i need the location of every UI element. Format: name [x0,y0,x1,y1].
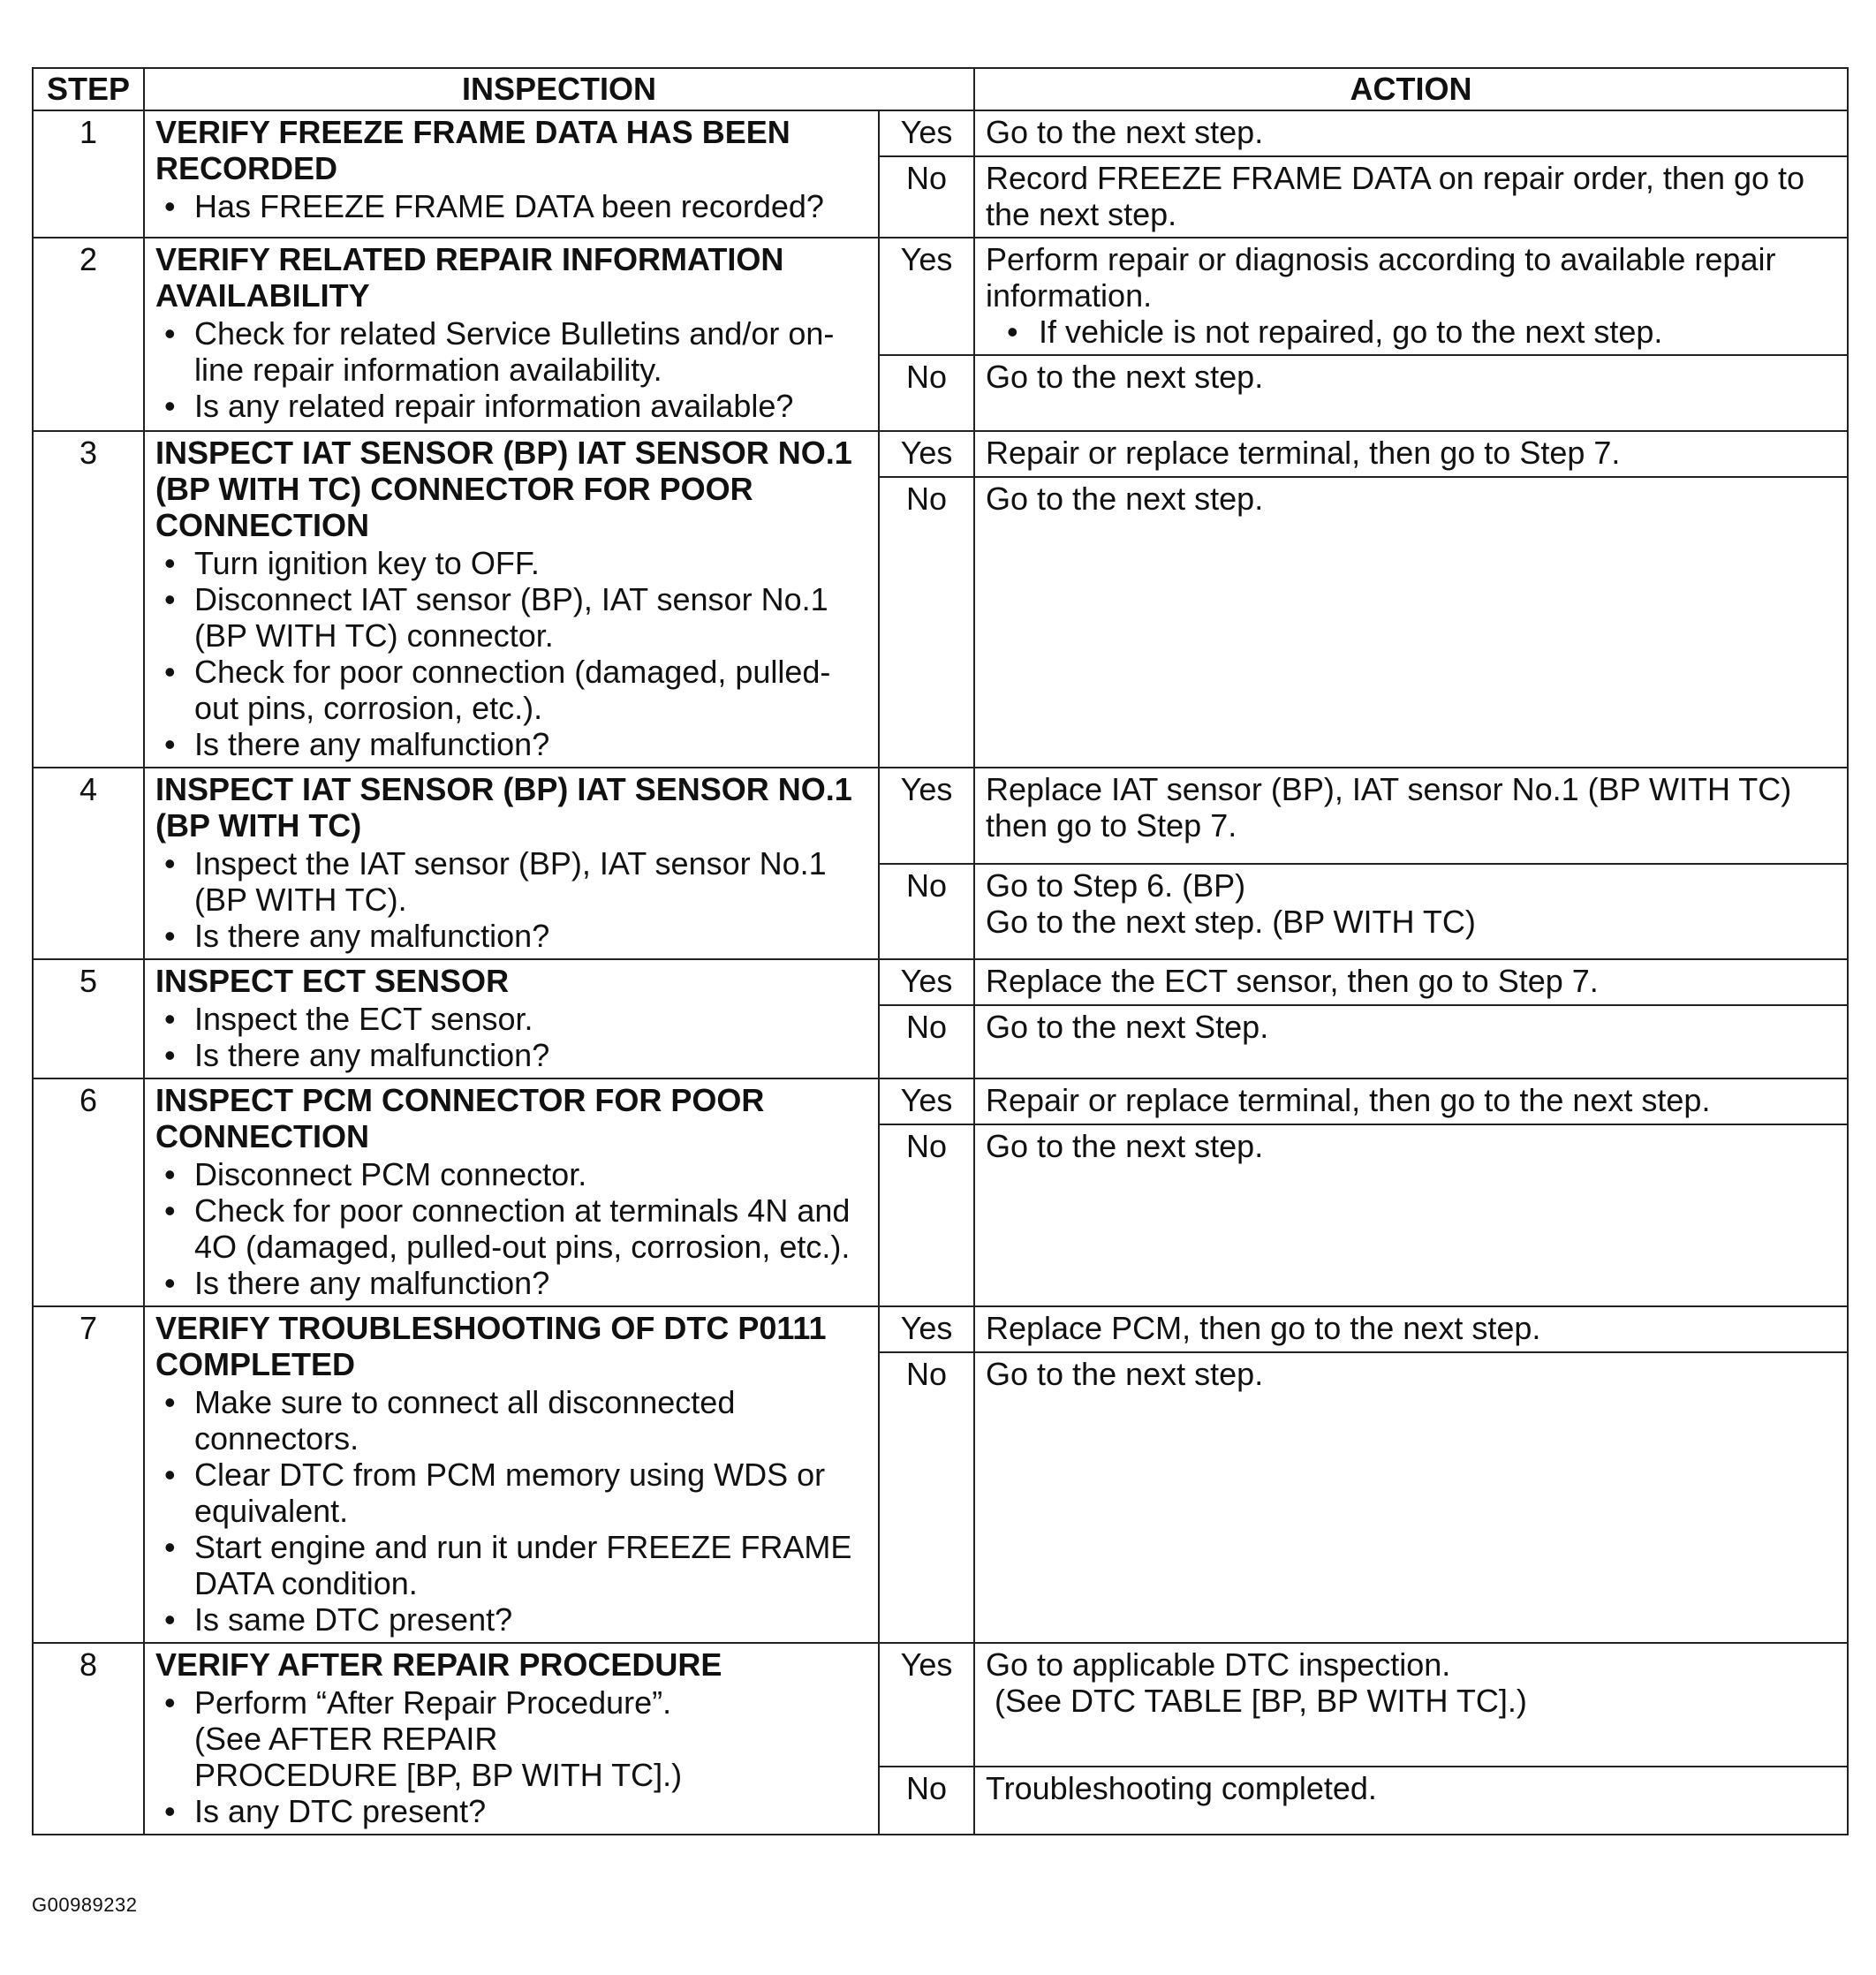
yes-action-line-1: Go to applicable DTC inspection. [986,1646,1451,1683]
inspection-title: INSPECT IAT SENSOR (BP) IAT SENSOR NO.1 (BP WITH TC) [155,771,852,844]
inspection-bullets [155,1156,867,1301]
inspection-bullet [194,1684,867,1793]
no-action: Go to the next Step. [974,1005,1848,1078]
step-inspection [144,431,879,768]
step-inspection [144,1306,879,1643]
step-number: 3 [33,431,144,768]
inspection-bullet-text: • Perform “After Repair Procedure”. [194,1684,672,1721]
inspection-bullets [155,1684,867,1829]
yes-action: Repair or replace terminal, then go to Step 7. [974,431,1848,477]
step-8-yes-row [33,1643,1848,1767]
header-step: STEP [33,68,144,110]
yes-label: Yes [879,959,974,1005]
no-label: No [879,1124,974,1306]
step-inspection [144,238,879,431]
inspection-bullet-subline: (See AFTER REPAIR [194,1721,498,1757]
no-action: Troubleshooting completed. [974,1767,1848,1835]
inspection-bullet-subline: PROCEDURE [BP, BP WITH TC].) [194,1757,683,1793]
inspection-bullet: • Is any related repair information available? [194,388,867,424]
figure-id: G00989232 [32,1894,138,1916]
no-action [974,864,1848,960]
inspection-bullets [155,845,867,954]
inspection-bullets [155,188,867,224]
inspection-bullet: • Start engine and run it under FREEZE FRAME DATA condition. [194,1529,867,1601]
yes-label: Yes [879,1643,974,1767]
no-label: No [879,1005,974,1078]
step-6-yes-row [33,1078,1848,1124]
yes-action-bullet: • If vehicle is not repaired, go to the next step. [1039,314,1836,350]
step-number: 1 [33,110,144,238]
inspection-bullet: • Check for related Service Bulletins and/or on-line repair information availability. [194,315,867,388]
header-inspection: INSPECTION [144,68,974,110]
step-inspection [144,110,879,238]
inspection-bullet: • Clear DTC from PCM memory using WDS or equivalent. [194,1457,867,1529]
inspection-bullet: • Is there any malfunction? [194,1265,867,1301]
troubleshooting-document [32,67,1847,1835]
no-label: No [879,1352,974,1643]
no-action: Record FREEZE FRAME DATA on repair order, then go to the next step. [974,156,1848,238]
inspection-title: VERIFY RELATED REPAIR INFORMATION AVAILABILITY [155,241,784,314]
step-number: 7 [33,1306,144,1643]
inspection-bullets [155,315,867,424]
yes-action [974,1643,1848,1767]
no-label: No [879,1767,974,1835]
inspection-bullet: • Is any DTC present? [194,1793,867,1829]
troubleshooting-table [32,67,1849,1835]
yes-action [974,238,1848,355]
inspection-bullet: • Is there any malfunction? [194,918,867,954]
inspection-title: INSPECT PCM CONNECTOR FOR POOR CONNECTION [155,1082,765,1154]
no-action: Go to the next step. [974,355,1848,431]
yes-label: Yes [879,1306,974,1352]
no-action-line-1: Go to Step 6. (BP) [986,866,1246,904]
yes-action: Repair or replace terminal, then go to the next step. [974,1078,1848,1124]
inspection-bullet: • Check for poor connection at terminals 4N and 4O (damaged, pulled-out pins, corrosion, etc.). [194,1192,867,1265]
yes-label: Yes [879,768,974,864]
inspection-bullet: • Is there any malfunction? [194,1037,867,1073]
step-7-yes-row [33,1306,1848,1352]
inspection-bullet: • Is there any malfunction? [194,726,867,762]
yes-action: Replace the ECT sensor, then go to Step 7. [974,959,1848,1005]
yes-label: Yes [879,238,974,355]
yes-label: Yes [879,431,974,477]
inspection-title: VERIFY TROUBLESHOOTING OF DTC P0111 COMPLETED [155,1310,827,1382]
inspection-bullet: • Has FREEZE FRAME DATA been recorded? [194,188,867,224]
step-2-yes-row [33,238,1848,355]
header-action: ACTION [974,68,1848,110]
step-number: 2 [33,238,144,431]
inspection-title: INSPECT ECT SENSOR [155,963,510,999]
no-action: Go to the next step. [974,1352,1848,1643]
inspection-title: INSPECT IAT SENSOR (BP) IAT SENSOR NO.1 (BP WITH TC) CONNECTOR FOR POOR CONNECTION [155,435,852,543]
no-action: Go to the next step. [974,477,1848,768]
step-3-yes-row [33,431,1848,477]
no-action-line-2: Go to the next step. (BP WITH TC) [986,903,1476,940]
inspection-bullet: • Inspect the ECT sensor. [194,1001,867,1037]
yes-action: Go to the next step. [974,110,1848,156]
no-label: No [879,355,974,431]
inspection-bullets [155,1001,867,1073]
yes-action-line-2: (See DTC TABLE [BP, BP WITH TC].) [986,1683,1527,1719]
inspection-bullet: • Make sure to connect all disconnected connectors. [194,1384,867,1457]
yes-action-bullets [986,314,1836,350]
yes-action: Replace PCM, then go to the next step. [974,1306,1848,1352]
inspection-bullets [155,545,867,762]
step-inspection [144,959,879,1078]
inspection-bullets [155,1384,867,1638]
step-4-yes-row [33,768,1848,864]
inspection-title: VERIFY AFTER REPAIR PROCEDURE [155,1646,722,1683]
no-action: Go to the next step. [974,1124,1848,1306]
step-5-yes-row [33,959,1848,1005]
inspection-title: VERIFY FREEZE FRAME DATA HAS BEEN RECORDED [155,114,790,186]
step-inspection [144,1078,879,1306]
no-label: No [879,864,974,960]
step-inspection [144,1643,879,1835]
no-label: No [879,477,974,768]
yes-label: Yes [879,110,974,156]
yes-action: Replace IAT sensor (BP), IAT sensor No.1 (BP WITH TC) then go to Step 7. [974,768,1848,864]
inspection-bullet: • Is same DTC present? [194,1601,867,1638]
step-number: 4 [33,768,144,959]
step-number: 5 [33,959,144,1078]
step-inspection [144,768,879,959]
inspection-bullet: • Disconnect PCM connector. [194,1156,867,1192]
inspection-bullet: • Disconnect IAT sensor (BP), IAT sensor No.1 (BP WITH TC) connector. [194,581,867,654]
no-label: No [879,156,974,238]
yes-action-text: Perform repair or diagnosis according to available repair information. [986,241,1776,314]
yes-label: Yes [879,1078,974,1124]
inspection-bullet: • Check for poor connection (damaged, pulled-out pins, corrosion, etc.). [194,654,867,726]
step-number: 6 [33,1078,144,1306]
inspection-bullet: • Turn ignition key to OFF. [194,545,867,581]
step-number: 8 [33,1643,144,1835]
inspection-bullet: • Inspect the IAT sensor (BP), IAT sensor No.1 (BP WITH TC). [194,845,867,918]
table-header-row [33,68,1848,110]
step-1-yes-row [33,110,1848,156]
